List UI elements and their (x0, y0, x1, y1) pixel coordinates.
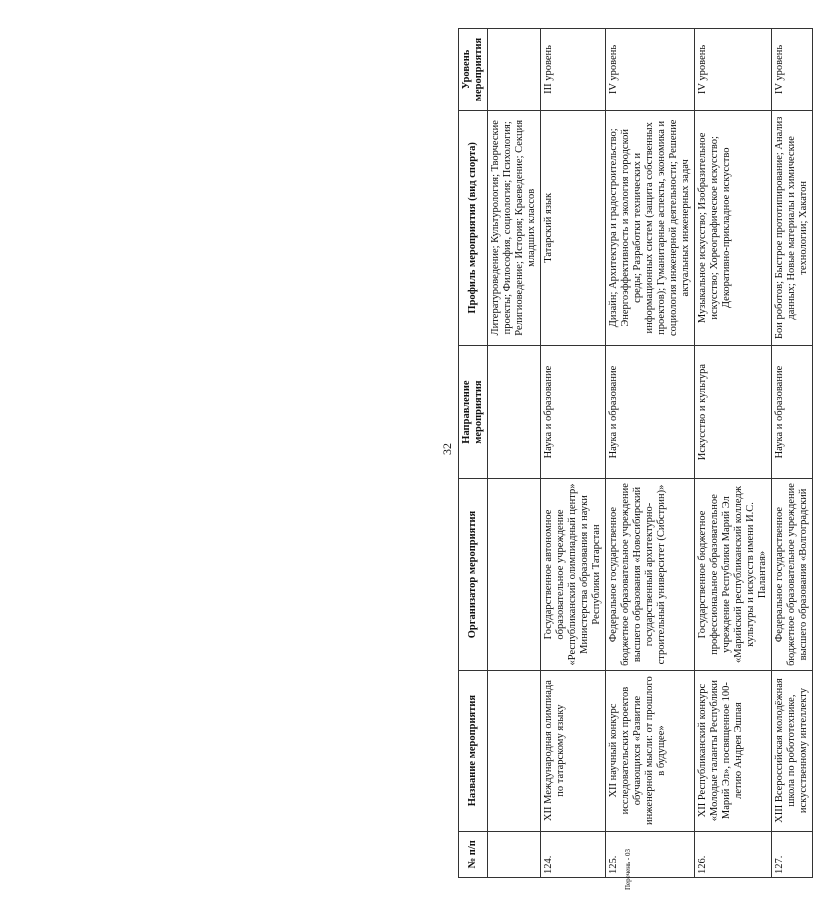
cell-organizer: Государственное автономное образовательное учреждение «Республиканский олимпиадный центр» Министерства образования и науки Республики Татарстан (541, 479, 606, 670)
header-profile: Профиль мероприятия (вид спорта) (459, 110, 488, 345)
cell-organizer: Федеральное государственное бюджетное образовательное учреждение высшего образования «Новосибирский государственный архитектурно-строительный университет (Сибстрин)» (606, 479, 695, 670)
cell-name: XII Международная олимпиада по татарскому языку (541, 670, 606, 831)
cell-name: XII Республиканский конкурс «Молодые таланты Республики Марий Эл», посвященное 100-летию Андрея Эшпая (695, 670, 772, 831)
cell-level: III уровень (541, 29, 606, 111)
header-num: № п/п (459, 831, 488, 877)
cell-direction: Наука и образование (772, 345, 813, 479)
header-row (459, 29, 488, 878)
events-table (458, 28, 813, 878)
cell-level: IV уровень (695, 29, 772, 111)
cell-name: XII научный конкурс исследовательских проектов обучающихся «Развитие инженерной мысли: от прошлого в будущее» (606, 670, 695, 831)
cell-organizer (488, 479, 541, 670)
cell-level: IV уровень (772, 29, 813, 111)
cell-direction: Наука и образование (606, 345, 695, 479)
header-direction: Направление мероприятия (459, 345, 488, 479)
cell-num: 124. (541, 831, 606, 877)
cell-name: XIII Всероссийская молодёжная школа по робототехнике, искусственному интеллекту (772, 670, 813, 831)
cell-organizer: Государственное бюджетное профессиональное образовательное учреждение Республики Марий Эл «Марийский республиканский колледж культуры и искусств имени И.С. Палантая» (695, 479, 772, 670)
page-number: 32 (440, 443, 454, 455)
cell-num (488, 831, 541, 877)
table-row (488, 29, 541, 878)
cell-level: IV уровень (606, 29, 695, 111)
footer-note: Перечень - 03 (624, 849, 632, 890)
cell-profile: Татарский язык (541, 110, 606, 345)
header-level: Уровень мероприятия (459, 29, 488, 111)
cell-profile: Литературоведение; Культурология; Творческие проекты; Философия, социология; Психология; Религиоведение; История; Краеведение; Секция младших классов (488, 110, 541, 345)
cell-profile: Дизайн; Архитектура и градостроительство; Энергоэффективность и экология городской среды; Разработки технических и информационных систем (защита собственных проектов); Гуманитарные аспекты, экономика и социология инженерной деятельности; Решение актуальных инженерных задач (606, 110, 695, 345)
header-name: Название мероприятия (459, 670, 488, 831)
cell-num: 125. (606, 831, 695, 877)
table-row (606, 29, 695, 878)
cell-direction: Искусство и культура (695, 345, 772, 479)
cell-level (488, 29, 541, 111)
cell-direction: Наука и образование (541, 345, 606, 479)
cell-profile: Бои роботов; Быстрое прототипирование; Анализ данных; Новые материалы и химические технологии; Хакатон (772, 110, 813, 345)
cell-organizer: Федеральное государственное бюджетное образовательное учреждение высшего образования «Волгоградский (772, 479, 813, 670)
table-row (541, 29, 606, 878)
header-organizer: Организатор мероприятия (459, 479, 488, 670)
cell-direction (488, 345, 541, 479)
cell-profile: Музыкальное искусство; Изобразительное искусство; Хореографическое искусство; Декоративно-прикладное искусство (695, 110, 772, 345)
cell-num: 127. (772, 831, 813, 877)
cell-name (488, 670, 541, 831)
cell-num: 126. (695, 831, 772, 877)
table-row (772, 29, 813, 878)
table-row (695, 29, 772, 878)
events-table-body (459, 29, 813, 878)
